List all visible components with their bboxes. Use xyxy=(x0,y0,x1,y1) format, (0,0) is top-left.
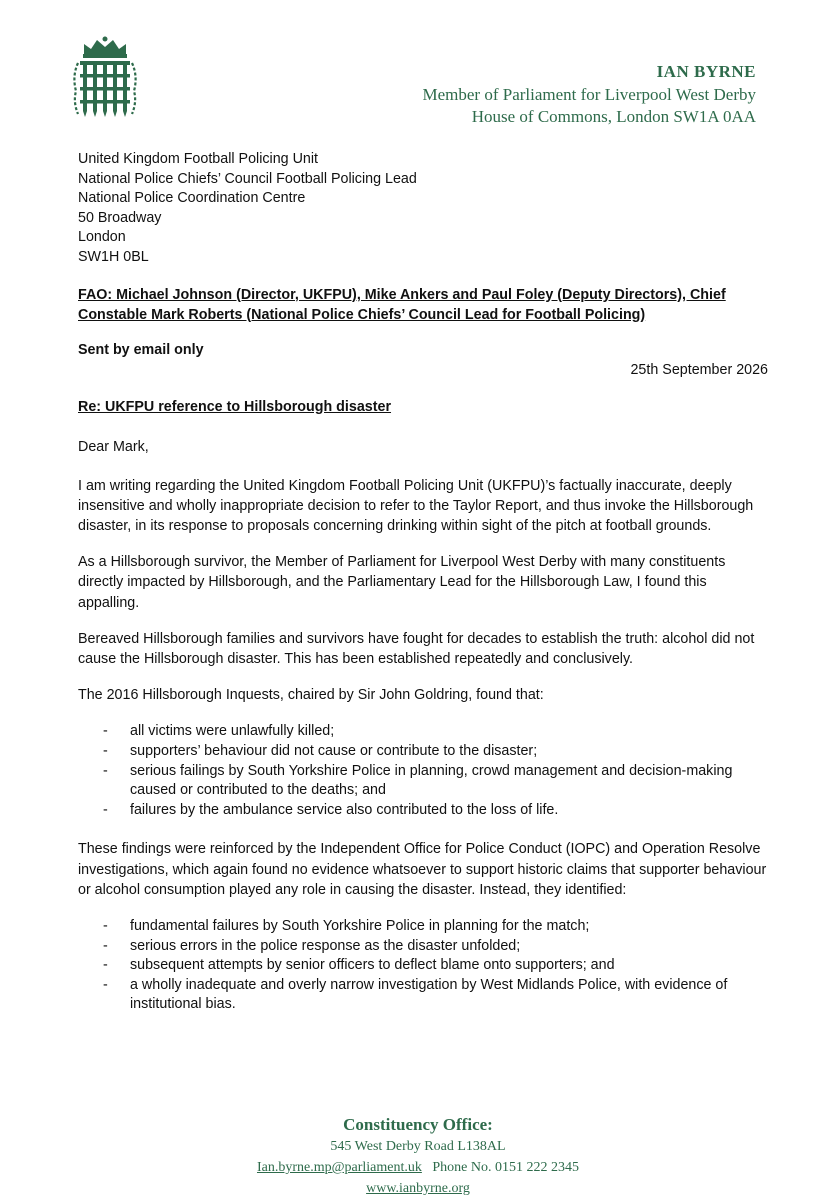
footer-contact xyxy=(0,1157,836,1178)
list-item-text: subsequent attempts by senior officers to deflect blame onto supporters; and xyxy=(130,957,615,974)
list-item xyxy=(78,762,768,801)
list-item-text: all victims were unlawfully killed; xyxy=(130,723,335,740)
mp-name: IAN BYRNE xyxy=(656,62,756,81)
list-item-text: failures by the ambulance service also contributed to the loss of life. xyxy=(130,801,559,818)
paragraph: The 2016 Hillsborough Inquests, chaired by Sir John Goldring, found that: xyxy=(78,687,544,704)
footer-address: 545 West Derby Road L138AL xyxy=(330,1139,506,1154)
recipient-line: London xyxy=(78,229,126,246)
paragraph: Bereaved Hillsborough families and survivors have fought for decades to establish the truth: alcohol did not cause the Hillsborough disaster. This has been established repeatedly and conclusively. xyxy=(78,630,755,667)
recipient-line: National Police Chiefs’ Council Football Policing Lead xyxy=(78,170,417,187)
list-item-text: serious errors in the police response as the disaster unfolded; xyxy=(130,937,521,954)
recipient-address xyxy=(78,150,768,268)
paragraph: As a Hillsborough survivor, the Member of Parliament for Liverpool West Derby with many constituents directly impacted by Hillsborough, and the Parliamentary Lead for the Hillsborough Law, I found this appalling. xyxy=(78,554,726,611)
dash-bullet: - xyxy=(103,976,108,993)
website-link[interactable]: www.ianbyrne.org xyxy=(366,1181,470,1196)
recipient-line: National Police Coordination Centre xyxy=(78,190,306,207)
list-item-text: serious failings by South Yorkshire Police in planning, crowd management and decision-making caused or contributed to the deaths; and xyxy=(130,762,733,799)
list-item-text: supporters’ behaviour did not cause or contribute to the disaster; xyxy=(130,742,538,759)
mp-role: Member of Parliament for Liverpool West Derby xyxy=(422,85,756,104)
email-link[interactable]: Ian.byrne.mp@parliament.uk xyxy=(256,1160,422,1175)
subject-line: Re: UKFPU reference to Hillsborough disaster xyxy=(78,398,392,415)
letter-body xyxy=(78,150,768,1015)
list-item xyxy=(78,742,768,762)
constituency-footer xyxy=(0,1114,836,1199)
dash-bullet: - xyxy=(103,762,108,779)
footer-website xyxy=(0,1178,836,1199)
list-item-text: fundamental failures by South Yorkshire Police in planning for the match; xyxy=(130,917,590,934)
identified-failures-list xyxy=(78,917,768,1015)
mp-header xyxy=(422,60,756,128)
list-item-text: a wholly inadequate and overly narrow investigation by West Midlands Police, with evidence of institutional bias. xyxy=(130,976,728,1013)
fao-line: FAO: Michael Johnson (Director, UKFPU), Mike Ankers and Paul Foley (Deputy Directors), Chief Constable Mark Roberts (National Police Chiefs’ Council Lead for Football Policing) xyxy=(78,286,726,323)
list-item xyxy=(78,801,768,821)
list-item xyxy=(78,956,768,976)
dash-bullet: - xyxy=(103,937,108,954)
recipient-line: United Kingdom Football Policing Unit xyxy=(78,151,318,167)
phone-number: Phone No. 0151 222 2345 xyxy=(432,1160,580,1175)
paragraph: I am writing regarding the United Kingdom Football Policing Unit (UKFPU)’s factually inaccurate, deeply insensitive and wholly inappropriate decision to refer to the Taylor Report, and thus invoke the Hillsborough disaster, in its response to proposals concerning drinking within sight of the pitch at football grounds. xyxy=(78,477,754,534)
list-item xyxy=(78,917,768,937)
paragraph: These findings were reinforced by the Independent Office for Police Conduct (IOPC) and Operation Resolve investigations, which again found no evidence whatsoever to support historic claims that supporter behaviour or alcohol consumption played any role in causing the disaster. Instead, they identified: xyxy=(78,841,767,898)
recipient-line: 50 Broadway xyxy=(78,209,162,226)
dash-bullet: - xyxy=(103,742,108,759)
list-item xyxy=(78,937,768,957)
dash-bullet: - xyxy=(103,723,108,740)
sent-by: Sent by email only xyxy=(78,341,204,358)
portcullis-icon xyxy=(70,36,140,120)
dash-bullet: - xyxy=(103,917,108,934)
list-item xyxy=(78,976,768,1015)
mp-address: House of Commons, London SW1A 0AA xyxy=(471,107,756,126)
salutation: Dear Mark, xyxy=(78,438,149,455)
dash-bullet: - xyxy=(103,801,108,818)
inquest-findings-list xyxy=(78,722,768,820)
footer-title: Constituency Office: xyxy=(343,1115,493,1134)
dash-bullet: - xyxy=(103,957,108,974)
list-item xyxy=(78,722,768,742)
recipient-line: SW1H 0BL xyxy=(78,248,149,265)
letter-date: 25th September 2026 xyxy=(630,361,768,378)
